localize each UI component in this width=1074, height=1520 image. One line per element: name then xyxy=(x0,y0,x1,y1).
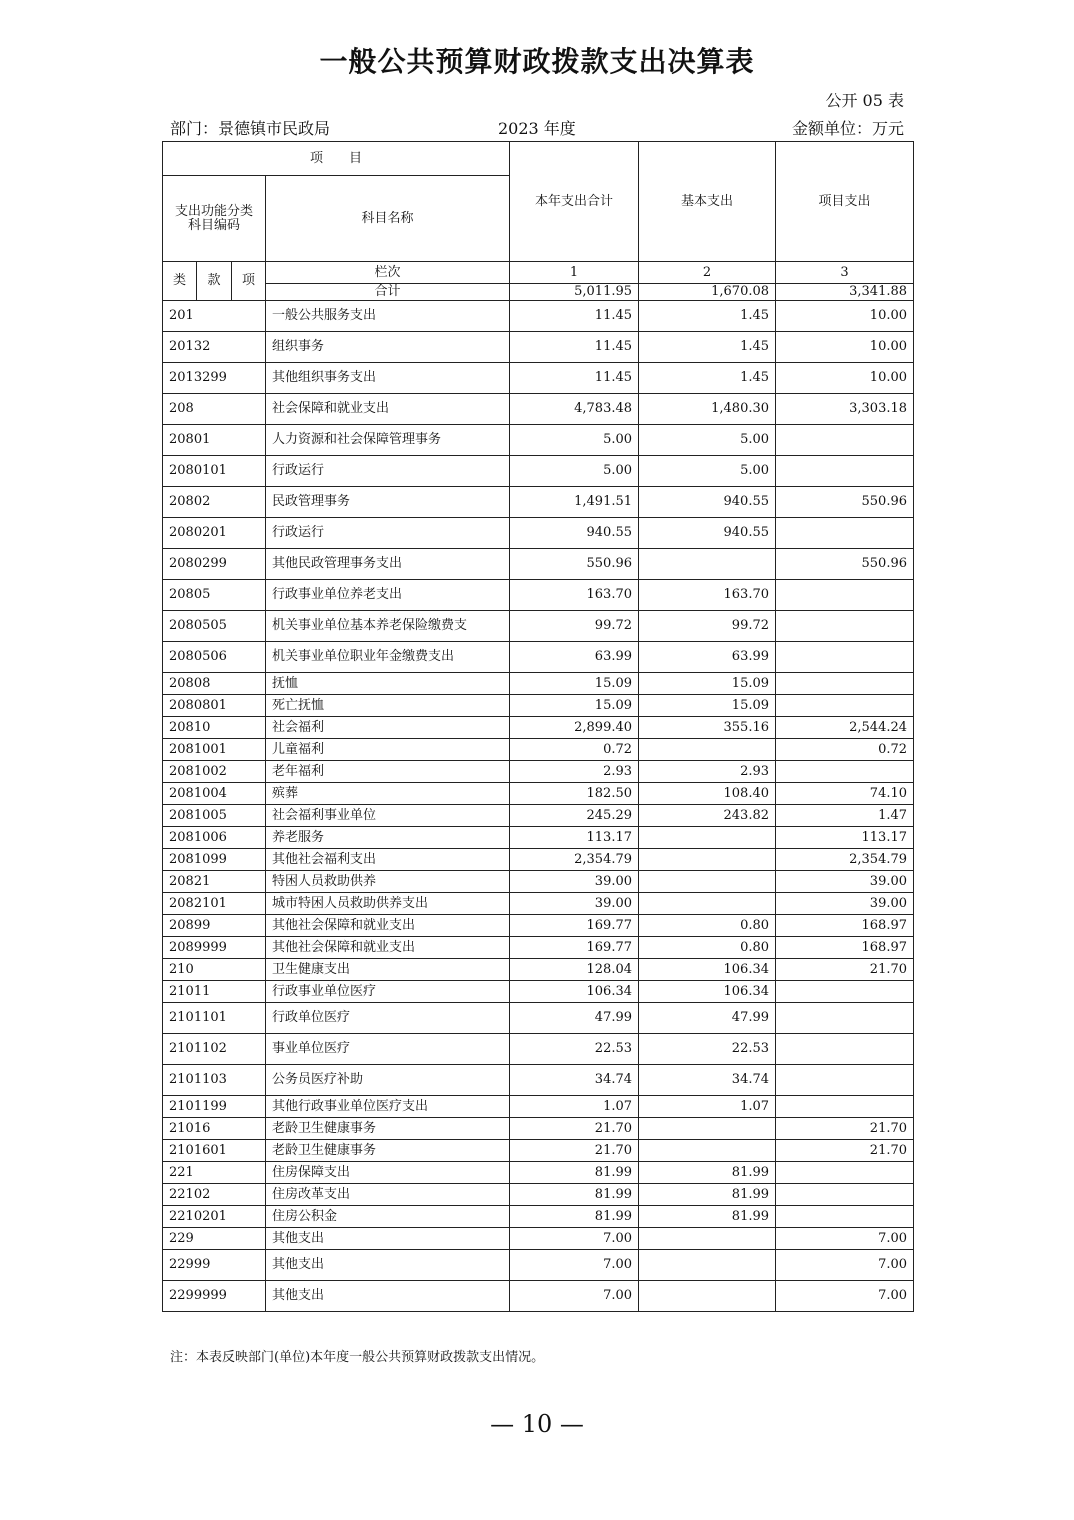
header-xiang: 项 xyxy=(232,262,266,301)
header-subject-name: 科目名称 xyxy=(266,176,510,262)
row-project: 1.47 xyxy=(776,805,914,827)
table-row xyxy=(163,363,914,394)
row-code: 2080801 xyxy=(163,695,266,717)
table-row xyxy=(163,1206,914,1228)
row-subject-name: 其他支出 xyxy=(266,1281,510,1312)
row-project xyxy=(776,1034,914,1065)
row-project xyxy=(776,673,914,695)
row-subject-name: 抚恤 xyxy=(266,673,510,695)
table-row xyxy=(163,717,914,739)
row-code: 2299999 xyxy=(163,1281,266,1312)
row-code: 20899 xyxy=(163,915,266,937)
row-project xyxy=(776,425,914,456)
row-subject-name: 机关事业单位职业年金缴费支出 xyxy=(266,642,510,673)
header-project: 项目支出 xyxy=(776,142,914,262)
row-project xyxy=(776,580,914,611)
row-total: 7.00 xyxy=(510,1228,639,1250)
row-basic: 1.45 xyxy=(639,301,776,332)
row-subject-name: 其他社会保障和就业支出 xyxy=(266,915,510,937)
table-row xyxy=(163,1184,914,1206)
row-project xyxy=(776,1065,914,1096)
table-row xyxy=(163,456,914,487)
header-total: 本年支出合计 xyxy=(510,142,639,262)
table-row xyxy=(163,739,914,761)
row-total: 7.00 xyxy=(510,1250,639,1281)
row-code: 2081004 xyxy=(163,783,266,805)
row-basic xyxy=(639,739,776,761)
row-project: 74.10 xyxy=(776,783,914,805)
row-total: 15.09 xyxy=(510,673,639,695)
row-project xyxy=(776,642,914,673)
header-row-item xyxy=(163,142,914,176)
row-subject-name: 行政单位医疗 xyxy=(266,1003,510,1034)
header-func-code: 支出功能分类 科目编码 xyxy=(163,176,266,262)
row-basic: 0.80 xyxy=(639,937,776,959)
table-row xyxy=(163,937,914,959)
row-code: 2081099 xyxy=(163,849,266,871)
row-basic: 940.55 xyxy=(639,487,776,518)
total-amount: 5,011.95 xyxy=(510,284,639,301)
row-code: 2101199 xyxy=(163,1096,266,1118)
row-code: 21016 xyxy=(163,1118,266,1140)
row-project xyxy=(776,761,914,783)
row-code: 20810 xyxy=(163,717,266,739)
table-row xyxy=(163,642,914,673)
row-total: 11.45 xyxy=(510,363,639,394)
table-row xyxy=(163,1281,914,1312)
row-basic: 15.09 xyxy=(639,695,776,717)
row-total: 81.99 xyxy=(510,1206,639,1228)
row-code: 2210201 xyxy=(163,1206,266,1228)
row-total: 2,354.79 xyxy=(510,849,639,871)
row-basic xyxy=(639,1250,776,1281)
row-total: 15.09 xyxy=(510,695,639,717)
row-code: 21011 xyxy=(163,981,266,1003)
form-number: 公开 05 表 xyxy=(825,91,904,110)
table-row xyxy=(163,1140,914,1162)
row-subject-name: 老龄卫生健康事务 xyxy=(266,1140,510,1162)
row-basic: 163.70 xyxy=(639,580,776,611)
page-title: 一般公共预算财政拨款支出决算表 xyxy=(319,45,755,78)
row-project: 168.97 xyxy=(776,937,914,959)
table-row xyxy=(163,332,914,363)
row-code: 2013299 xyxy=(163,363,266,394)
row-subject-name: 其他民政管理事务支出 xyxy=(266,549,510,580)
row-subject-name: 一般公共服务支出 xyxy=(266,301,510,332)
row-subject-name: 其他支出 xyxy=(266,1250,510,1281)
row-basic: 1.07 xyxy=(639,1096,776,1118)
row-code: 229 xyxy=(163,1228,266,1250)
department-label: 部门：景德镇市民政局 xyxy=(170,119,331,138)
row-project: 168.97 xyxy=(776,915,914,937)
expenditure-table xyxy=(162,141,914,1312)
table-row xyxy=(163,301,914,332)
row-subject-name: 其他社会福利支出 xyxy=(266,849,510,871)
row-basic: 34.74 xyxy=(639,1065,776,1096)
row-subject-name: 城市特困人员救助供养支出 xyxy=(266,893,510,915)
table-note: 注：本表反映部门(单位)本年度一般公共预算财政拨款支出情况。 xyxy=(170,1350,545,1365)
table-row xyxy=(163,695,914,717)
row-basic: 1,480.30 xyxy=(639,394,776,425)
table-row xyxy=(163,1096,914,1118)
header-basic: 基本支出 xyxy=(639,142,776,262)
row-subject-name: 其他社会保障和就业支出 xyxy=(266,937,510,959)
row-basic xyxy=(639,871,776,893)
row-project xyxy=(776,456,914,487)
row-code: 20132 xyxy=(163,332,266,363)
row-subject-name: 社会福利事业单位 xyxy=(266,805,510,827)
row-project: 7.00 xyxy=(776,1228,914,1250)
row-subject-name: 社会保障和就业支出 xyxy=(266,394,510,425)
row-project xyxy=(776,611,914,642)
row-project: 10.00 xyxy=(776,301,914,332)
table-row xyxy=(163,805,914,827)
row-project: 21.70 xyxy=(776,1118,914,1140)
row-basic: 355.16 xyxy=(639,717,776,739)
row-code: 208 xyxy=(163,394,266,425)
header-col3: 3 xyxy=(776,262,914,284)
row-code: 2080505 xyxy=(163,611,266,642)
row-code: 22999 xyxy=(163,1250,266,1281)
row-basic: 1.45 xyxy=(639,363,776,394)
row-code: 20802 xyxy=(163,487,266,518)
row-total: 113.17 xyxy=(510,827,639,849)
row-total: 4,783.48 xyxy=(510,394,639,425)
row-subject-name: 民政管理事务 xyxy=(266,487,510,518)
row-total: 5.00 xyxy=(510,456,639,487)
row-total: 21.70 xyxy=(510,1140,639,1162)
row-code: 2082101 xyxy=(163,893,266,915)
table-row xyxy=(163,611,914,642)
row-code: 20808 xyxy=(163,673,266,695)
table-row xyxy=(163,827,914,849)
row-basic: 47.99 xyxy=(639,1003,776,1034)
row-subject-name: 死亡抚恤 xyxy=(266,695,510,717)
row-subject-name: 人力资源和社会保障管理事务 xyxy=(266,425,510,456)
row-subject-name: 行政运行 xyxy=(266,456,510,487)
row-subject-name: 机关事业单位基本养老保险缴费支 xyxy=(266,611,510,642)
row-total: 0.72 xyxy=(510,739,639,761)
row-project xyxy=(776,981,914,1003)
row-project xyxy=(776,1184,914,1206)
row-total: 245.29 xyxy=(510,805,639,827)
row-basic xyxy=(639,1228,776,1250)
header-lanci: 栏次 xyxy=(266,262,510,284)
row-project xyxy=(776,1096,914,1118)
table-row xyxy=(163,1003,914,1034)
row-basic: 81.99 xyxy=(639,1184,776,1206)
row-code: 2081005 xyxy=(163,805,266,827)
row-basic xyxy=(639,1118,776,1140)
row-total: 128.04 xyxy=(510,959,639,981)
table-row xyxy=(163,981,914,1003)
row-code: 2081001 xyxy=(163,739,266,761)
row-basic: 106.34 xyxy=(639,981,776,1003)
table-row xyxy=(163,1034,914,1065)
row-subject-name: 行政事业单位医疗 xyxy=(266,981,510,1003)
row-subject-name: 特困人员救助供养 xyxy=(266,871,510,893)
fiscal-year-label: 2023 年度 xyxy=(498,119,576,138)
table-row xyxy=(163,871,914,893)
row-project xyxy=(776,1162,914,1184)
row-basic: 63.99 xyxy=(639,642,776,673)
row-total: 81.99 xyxy=(510,1162,639,1184)
row-project: 2,544.24 xyxy=(776,717,914,739)
table-row xyxy=(163,425,914,456)
table-row xyxy=(163,761,914,783)
row-basic: 22.53 xyxy=(639,1034,776,1065)
row-project: 7.00 xyxy=(776,1250,914,1281)
row-basic: 5.00 xyxy=(639,456,776,487)
row-basic xyxy=(639,1281,776,1312)
header-item: 项 目 xyxy=(163,142,510,176)
row-subject-name: 卫生健康支出 xyxy=(266,959,510,981)
row-total: 34.74 xyxy=(510,1065,639,1096)
row-project: 21.70 xyxy=(776,959,914,981)
row-total: 106.34 xyxy=(510,981,639,1003)
row-subject-name: 住房保障支出 xyxy=(266,1162,510,1184)
table-row xyxy=(163,549,914,580)
row-total: 2,899.40 xyxy=(510,717,639,739)
total-basic: 1,670.08 xyxy=(639,284,776,301)
amount-unit-label: 金额单位：万元 xyxy=(791,119,904,138)
row-total: 2.93 xyxy=(510,761,639,783)
row-code: 201 xyxy=(163,301,266,332)
row-basic: 940.55 xyxy=(639,518,776,549)
row-basic: 106.34 xyxy=(639,959,776,981)
total-label: 合计 xyxy=(266,284,510,301)
row-code: 221 xyxy=(163,1162,266,1184)
row-project: 113.17 xyxy=(776,827,914,849)
row-total: 1.07 xyxy=(510,1096,639,1118)
row-subject-name: 老年福利 xyxy=(266,761,510,783)
row-subject-name: 社会福利 xyxy=(266,717,510,739)
row-total: 169.77 xyxy=(510,915,639,937)
table-row xyxy=(163,580,914,611)
table-row xyxy=(163,1118,914,1140)
header-col2: 2 xyxy=(639,262,776,284)
row-total: 11.45 xyxy=(510,332,639,363)
row-basic xyxy=(639,549,776,580)
row-code: 2101101 xyxy=(163,1003,266,1034)
row-basic: 1.45 xyxy=(639,332,776,363)
row-total: 99.72 xyxy=(510,611,639,642)
row-code: 22102 xyxy=(163,1184,266,1206)
table-row xyxy=(163,487,914,518)
row-project: 39.00 xyxy=(776,871,914,893)
row-code: 2080506 xyxy=(163,642,266,673)
row-total: 22.53 xyxy=(510,1034,639,1065)
table-row xyxy=(163,518,914,549)
row-code: 2101103 xyxy=(163,1065,266,1096)
row-total: 47.99 xyxy=(510,1003,639,1034)
row-subject-name: 组织事务 xyxy=(266,332,510,363)
row-subject-name: 其他行政事业单位医疗支出 xyxy=(266,1096,510,1118)
row-code: 2081006 xyxy=(163,827,266,849)
row-code: 2101601 xyxy=(163,1140,266,1162)
row-basic: 15.09 xyxy=(639,673,776,695)
row-total: 940.55 xyxy=(510,518,639,549)
table-row xyxy=(163,673,914,695)
row-subject-name: 住房改革支出 xyxy=(266,1184,510,1206)
row-total: 163.70 xyxy=(510,580,639,611)
row-project: 39.00 xyxy=(776,893,914,915)
row-basic xyxy=(639,1140,776,1162)
row-subject-name: 事业单位医疗 xyxy=(266,1034,510,1065)
row-basic: 0.80 xyxy=(639,915,776,937)
table-row xyxy=(163,1162,914,1184)
row-subject-name: 殡葬 xyxy=(266,783,510,805)
header-lei: 类 xyxy=(163,262,197,301)
table-row xyxy=(163,1228,914,1250)
row-project: 0.72 xyxy=(776,739,914,761)
row-code: 2080101 xyxy=(163,456,266,487)
row-code: 2080299 xyxy=(163,549,266,580)
row-code: 2081002 xyxy=(163,761,266,783)
row-subject-name: 行政事业单位养老支出 xyxy=(266,580,510,611)
table-row xyxy=(163,959,914,981)
row-total: 81.99 xyxy=(510,1184,639,1206)
row-basic xyxy=(639,827,776,849)
row-project: 21.70 xyxy=(776,1140,914,1162)
row-basic: 5.00 xyxy=(639,425,776,456)
row-project: 10.00 xyxy=(776,332,914,363)
row-project xyxy=(776,1206,914,1228)
row-project: 550.96 xyxy=(776,487,914,518)
row-subject-name: 老龄卫生健康事务 xyxy=(266,1118,510,1140)
row-basic: 108.40 xyxy=(639,783,776,805)
total-project: 3,341.88 xyxy=(776,284,914,301)
row-total: 63.99 xyxy=(510,642,639,673)
row-project: 550.96 xyxy=(776,549,914,580)
row-total: 550.96 xyxy=(510,549,639,580)
header-kuan: 款 xyxy=(197,262,232,301)
row-code: 2080201 xyxy=(163,518,266,549)
row-subject-name: 公务员医疗补助 xyxy=(266,1065,510,1096)
row-basic: 2.93 xyxy=(639,761,776,783)
table-row xyxy=(163,1250,914,1281)
header-row-lanci xyxy=(163,262,914,284)
row-code: 210 xyxy=(163,959,266,981)
table-row xyxy=(163,915,914,937)
row-total: 39.00 xyxy=(510,871,639,893)
row-project xyxy=(776,695,914,717)
header-col1: 1 xyxy=(510,262,639,284)
table-row xyxy=(163,893,914,915)
row-project: 2,354.79 xyxy=(776,849,914,871)
row-basic: 81.99 xyxy=(639,1206,776,1228)
row-subject-name: 行政运行 xyxy=(266,518,510,549)
row-project xyxy=(776,1003,914,1034)
row-total: 11.45 xyxy=(510,301,639,332)
row-project: 7.00 xyxy=(776,1281,914,1312)
row-subject-name: 儿童福利 xyxy=(266,739,510,761)
row-code: 20821 xyxy=(163,871,266,893)
row-subject-name: 其他支出 xyxy=(266,1228,510,1250)
table-row xyxy=(163,1065,914,1096)
row-code: 20805 xyxy=(163,580,266,611)
row-code: 20801 xyxy=(163,425,266,456)
row-basic xyxy=(639,849,776,871)
table-row xyxy=(163,783,914,805)
table-row xyxy=(163,849,914,871)
row-basic: 99.72 xyxy=(639,611,776,642)
row-project: 10.00 xyxy=(776,363,914,394)
page-number: — 10 — xyxy=(490,1410,584,1438)
row-basic: 243.82 xyxy=(639,805,776,827)
row-basic: 81.99 xyxy=(639,1162,776,1184)
row-project xyxy=(776,518,914,549)
row-total: 5.00 xyxy=(510,425,639,456)
row-subject-name: 住房公积金 xyxy=(266,1206,510,1228)
table-row xyxy=(163,394,914,425)
row-subject-name: 养老服务 xyxy=(266,827,510,849)
row-total: 21.70 xyxy=(510,1118,639,1140)
total-row xyxy=(163,284,914,301)
row-total: 39.00 xyxy=(510,893,639,915)
row-code: 2101102 xyxy=(163,1034,266,1065)
row-total: 1,491.51 xyxy=(510,487,639,518)
row-code: 2089999 xyxy=(163,937,266,959)
row-total: 169.77 xyxy=(510,937,639,959)
row-project: 3,303.18 xyxy=(776,394,914,425)
row-total: 182.50 xyxy=(510,783,639,805)
row-basic xyxy=(639,893,776,915)
row-total: 7.00 xyxy=(510,1281,639,1312)
row-subject-name: 其他组织事务支出 xyxy=(266,363,510,394)
